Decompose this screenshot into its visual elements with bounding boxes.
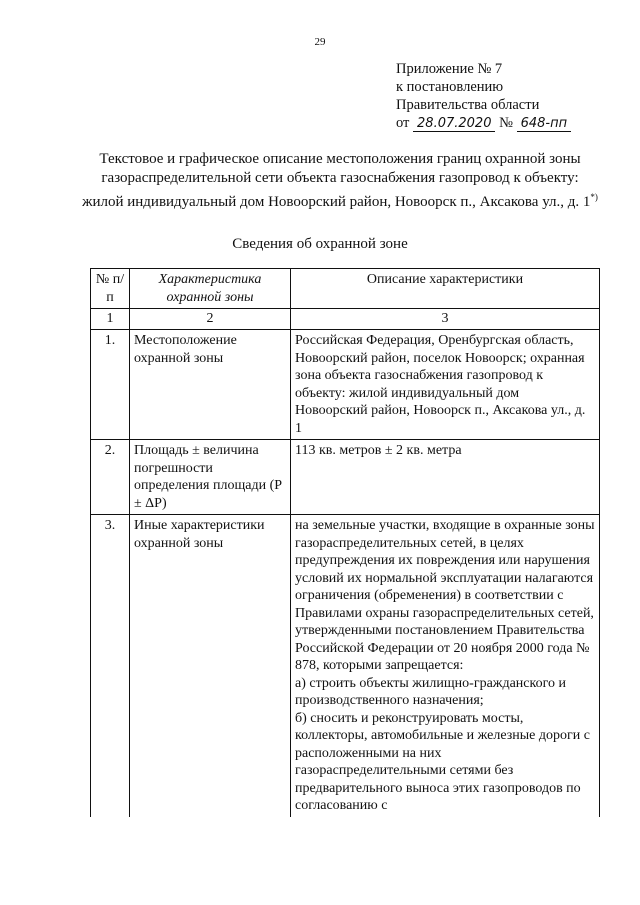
appendix-line-1: Приложение № 7	[396, 61, 503, 77]
header-characteristic: Характеристика охранной зоны	[130, 269, 291, 309]
header-number: № п/п	[91, 269, 130, 309]
row-characteristic: Площадь ± величина погрешности определения площади (P ± ΔP)	[130, 440, 291, 515]
table-row	[91, 440, 600, 515]
restriction-b: б) сносить и реконструировать мосты, коллекторы, автомобильные и железные дороги с расположенными на них газораспределительными сетями без предварительного выноса этих газопроводов по согласованию с	[295, 710, 590, 813]
restriction-a: а) строить объекты жилищно-гражданского и производственного назначения;	[295, 675, 566, 708]
appendix-block	[396, 60, 571, 133]
table-row	[91, 515, 600, 817]
row-characteristic: Иные характеристики охранной зоны	[130, 515, 291, 817]
handwritten-date: 28.07.2020	[413, 116, 495, 132]
date-prefix: от	[396, 115, 410, 131]
column-number-row	[91, 309, 600, 330]
page-number: 29	[314, 36, 326, 48]
row-number: 3.	[91, 515, 130, 817]
column-number-1: 1	[91, 309, 130, 330]
section-subtitle: Сведения об охранной зоне	[232, 236, 408, 252]
document-title	[80, 150, 600, 212]
title-text: Текстовое и графическое описание местоположения границ охранной зоны газораспределительной сети объекта газоснабжения газопровод к объекту: жилой индивидуальный дом Новоорский район, Новоорск п., Аксакова ул., д. 1	[82, 151, 591, 210]
row-number: 1.	[91, 330, 130, 440]
table-header-row	[91, 269, 600, 309]
column-number-3: 3	[291, 309, 600, 330]
footnote-mark: *)	[590, 192, 598, 202]
appendix-line-3: Правительства области	[396, 97, 540, 113]
appendix-line-2: к постановлению	[396, 79, 504, 95]
row-description	[291, 515, 600, 817]
appendix-date-line	[396, 114, 571, 133]
header-description: Описание характеристики	[291, 269, 600, 309]
table-row	[91, 330, 600, 440]
column-number-2: 2	[130, 309, 291, 330]
number-prefix: №	[499, 115, 513, 131]
zone-info-table	[90, 268, 600, 817]
row-number: 2.	[91, 440, 130, 515]
row-description: 113 кв. метров ± 2 кв. метра	[291, 440, 600, 515]
row-description: Российская Федерация, Оренбургская область, Новоорский район, поселок Новоорск; охранная зона объекта газоснабжения газопровод к объекту: жилой индивидуальный дом Новоорский район, Новоорск п., Аксакова ул., д. 1	[291, 330, 600, 440]
handwritten-number: 648-пп	[517, 116, 572, 132]
restriction-intro: на земельные участки, входящие в охранные зоны газораспределительных сетей, в целях предупреждения их повреждения или нарушения условий их нормальной эксплуатации налагаются ограничения (обременения) в соответствии с Правилами охраны газораспределительных сетей, утвержденными постановлением Правительства Российской Федерации от 20 ноября 2000 года № 878, которыми запрещается:	[295, 518, 595, 673]
row-characteristic: Местоположение охранной зоны	[130, 330, 291, 440]
